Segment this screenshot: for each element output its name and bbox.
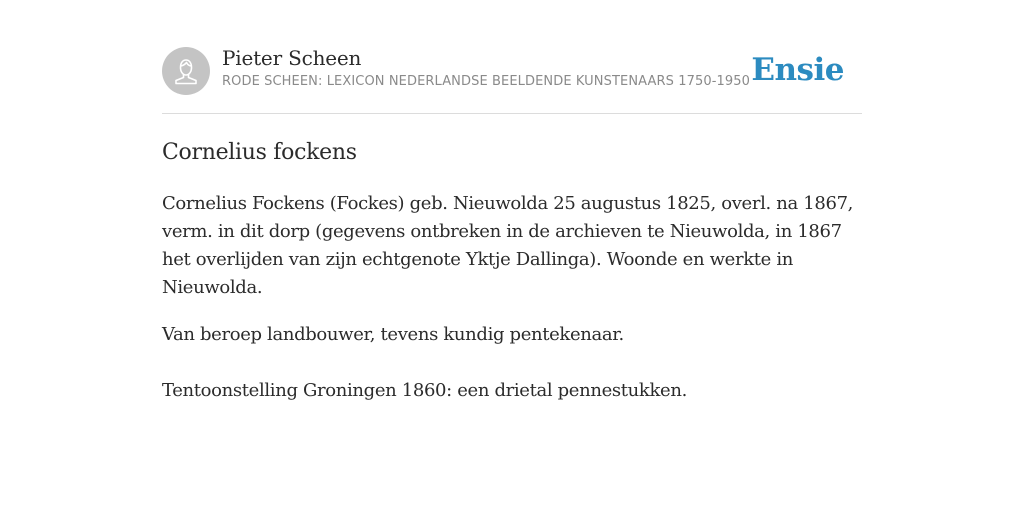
ensie-logo[interactable]: Ensie [751,52,844,88]
source-label[interactable]: RODE SCHEEN: LEXICON NEDERLANDSE BEELDENDE KUNSTENAARS 1750-1950 [222,74,750,89]
user-silhouette-icon [162,47,210,95]
article-paragraph-3: Tentoonstelling Groningen 1860: een drietal pennestukken. [162,380,687,401]
article-title: Cornelius fockens [162,140,357,165]
author-block [222,46,750,90]
author-name[interactable]: Pieter Scheen [222,46,362,70]
article-paragraph-2: Van beroep landbouwer, tevens kundig pentekenaar. [162,324,624,345]
author-avatar[interactable] [162,47,210,95]
article-paragraph-1: Cornelius Fockens (Fockes) geb. Nieuwolda 25 augustus 1825, overl. na 1867, verm. in dit dorp (gegevens ontbreken in de archieven te Nieuwolda, in 1867 het overlijden van zijn echtgenote Yktje Dallinga). Woonde en werkte in Nieuwolda. [162,193,854,298]
article-container [162,46,862,405]
article-header [162,46,862,114]
